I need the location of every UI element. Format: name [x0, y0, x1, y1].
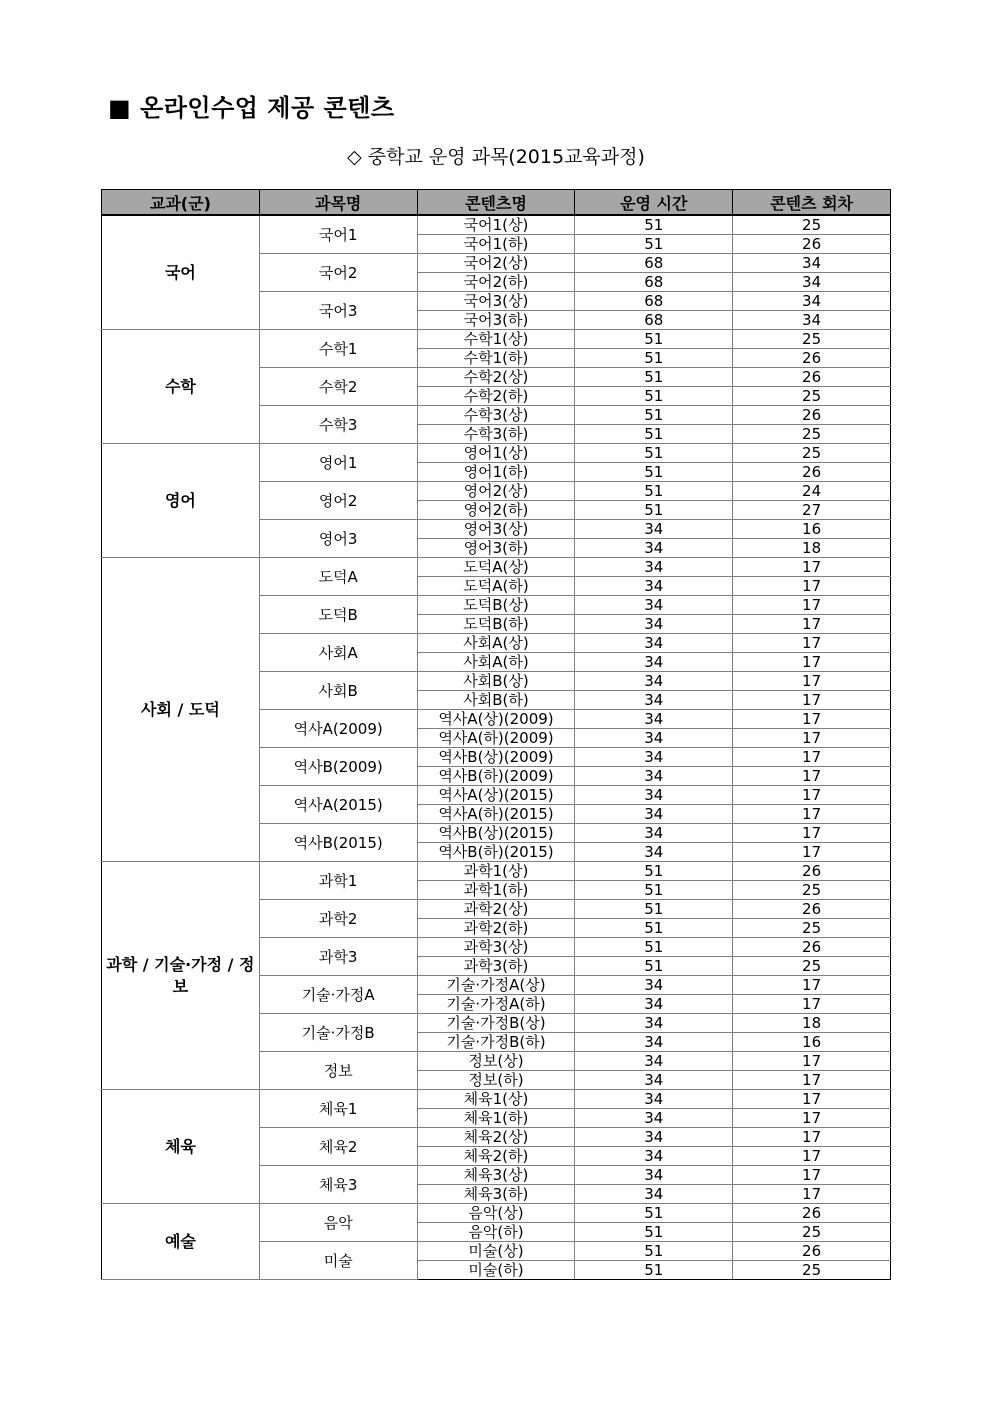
content-name-cell: 역사B(상)(2015)	[417, 824, 575, 843]
sessions-cell: 26	[733, 463, 891, 482]
subject-cell: 국어1	[259, 215, 417, 254]
hours-cell: 51	[575, 463, 733, 482]
header-content-sessions: 콘텐츠 회차	[733, 190, 891, 216]
hours-cell: 34	[575, 748, 733, 767]
sessions-cell: 26	[733, 1242, 891, 1261]
sessions-cell: 26	[733, 900, 891, 919]
subject-cell: 역사A(2015)	[259, 786, 417, 824]
sessions-cell: 25	[733, 957, 891, 976]
hours-cell: 34	[575, 710, 733, 729]
table-row	[102, 330, 891, 349]
sessions-cell: 17	[733, 1109, 891, 1128]
sessions-cell: 17	[733, 615, 891, 634]
subject-cell: 정보	[259, 1052, 417, 1090]
content-name-cell: 기술·가정B(상)	[417, 1014, 575, 1033]
header-content-name: 콘텐츠명	[417, 190, 575, 216]
subject-cell: 영어1	[259, 444, 417, 482]
sessions-cell: 17	[733, 1185, 891, 1204]
hours-cell: 34	[575, 1128, 733, 1147]
sessions-cell: 17	[733, 1071, 891, 1090]
header-row	[102, 190, 891, 216]
table-body	[102, 215, 891, 1280]
hours-cell: 51	[575, 1204, 733, 1223]
hours-cell: 34	[575, 805, 733, 824]
hours-cell: 34	[575, 729, 733, 748]
content-name-cell: 수학2(하)	[417, 387, 575, 406]
sessions-cell: 26	[733, 349, 891, 368]
sessions-cell: 17	[733, 1166, 891, 1185]
sessions-cell: 25	[733, 1223, 891, 1242]
hours-cell: 68	[575, 311, 733, 330]
subject-cell: 음악	[259, 1204, 417, 1242]
subject-cell: 수학3	[259, 406, 417, 444]
content-name-cell: 사회B(하)	[417, 691, 575, 710]
subject-cell: 체육3	[259, 1166, 417, 1204]
content-name-cell: 기술·가정A(상)	[417, 976, 575, 995]
subject-cell: 역사A(2009)	[259, 710, 417, 748]
content-name-cell: 체육2(상)	[417, 1128, 575, 1147]
sessions-cell: 17	[733, 672, 891, 691]
sessions-cell: 34	[733, 292, 891, 311]
content-name-cell: 역사A(하)(2009)	[417, 729, 575, 748]
header-subject-group: 교과(군)	[102, 190, 260, 216]
hours-cell: 68	[575, 273, 733, 292]
subject-cell: 사회A	[259, 634, 417, 672]
sessions-cell: 17	[733, 767, 891, 786]
subject-cell: 도덕A	[259, 558, 417, 596]
subject-cell: 기술·가정A	[259, 976, 417, 1014]
subject-cell: 수학1	[259, 330, 417, 368]
content-name-cell: 영어3(상)	[417, 520, 575, 539]
sessions-cell: 17	[733, 558, 891, 577]
content-name-cell: 수학1(상)	[417, 330, 575, 349]
group-cell: 수학	[102, 330, 260, 444]
hours-cell: 34	[575, 767, 733, 786]
group-cell: 체육	[102, 1090, 260, 1204]
content-name-cell: 영어2(상)	[417, 482, 575, 501]
hours-cell: 34	[575, 786, 733, 805]
content-name-cell: 과학1(상)	[417, 862, 575, 881]
hours-cell: 34	[575, 1090, 733, 1109]
content-name-cell: 정보(하)	[417, 1071, 575, 1090]
content-name-cell: 체육1(상)	[417, 1090, 575, 1109]
subject-cell: 역사B(2015)	[259, 824, 417, 862]
hours-cell: 51	[575, 1242, 733, 1261]
content-name-cell: 미술(하)	[417, 1261, 575, 1280]
content-name-cell: 역사A(하)(2015)	[417, 805, 575, 824]
hours-cell: 51	[575, 406, 733, 425]
subject-cell: 기술·가정B	[259, 1014, 417, 1052]
sessions-cell: 17	[733, 710, 891, 729]
content-name-cell: 사회A(하)	[417, 653, 575, 672]
sessions-cell: 17	[733, 653, 891, 672]
content-name-cell: 역사B(상)(2009)	[417, 748, 575, 767]
hours-cell: 51	[575, 330, 733, 349]
content-name-cell: 영어1(하)	[417, 463, 575, 482]
hours-cell: 34	[575, 1185, 733, 1204]
sessions-cell: 26	[733, 1204, 891, 1223]
content-name-cell: 사회B(상)	[417, 672, 575, 691]
content-name-cell: 체육3(상)	[417, 1166, 575, 1185]
sessions-cell: 16	[733, 1033, 891, 1052]
content-name-cell: 국어1(하)	[417, 235, 575, 254]
sessions-cell: 17	[733, 805, 891, 824]
hours-cell: 68	[575, 254, 733, 273]
content-name-cell: 정보(상)	[417, 1052, 575, 1071]
table-row	[102, 1204, 891, 1223]
content-name-cell: 기술·가정B(하)	[417, 1033, 575, 1052]
sessions-cell: 26	[733, 235, 891, 254]
sessions-cell: 17	[733, 995, 891, 1014]
page-title: ■ 온라인수업 제공 콘텐츠	[108, 94, 395, 122]
header-subject-name: 과목명	[259, 190, 417, 216]
content-name-cell: 역사B(하)(2015)	[417, 843, 575, 862]
hours-cell: 51	[575, 349, 733, 368]
content-name-cell: 체육1(하)	[417, 1109, 575, 1128]
content-name-cell: 도덕B(상)	[417, 596, 575, 615]
table-row	[102, 558, 891, 577]
sessions-cell: 25	[733, 1261, 891, 1280]
sessions-cell: 17	[733, 1147, 891, 1166]
hours-cell: 34	[575, 691, 733, 710]
content-name-cell: 국어2(상)	[417, 254, 575, 273]
content-name-cell: 역사A(상)(2009)	[417, 710, 575, 729]
subject-cell: 체육2	[259, 1128, 417, 1166]
sessions-cell: 26	[733, 406, 891, 425]
sessions-cell: 25	[733, 881, 891, 900]
content-name-cell: 영어2(하)	[417, 501, 575, 520]
sessions-cell: 34	[733, 254, 891, 273]
content-name-cell: 도덕B(하)	[417, 615, 575, 634]
content-name-cell: 국어1(상)	[417, 215, 575, 235]
hours-cell: 34	[575, 976, 733, 995]
content-name-cell: 체육3(하)	[417, 1185, 575, 1204]
sessions-cell: 34	[733, 273, 891, 292]
hours-cell: 51	[575, 425, 733, 444]
hours-cell: 51	[575, 1261, 733, 1280]
sessions-cell: 18	[733, 539, 891, 558]
table-row	[102, 444, 891, 463]
sessions-cell: 17	[733, 691, 891, 710]
hours-cell: 34	[575, 539, 733, 558]
hours-cell: 51	[575, 482, 733, 501]
hours-cell: 34	[575, 577, 733, 596]
hours-cell: 51	[575, 215, 733, 235]
sessions-cell: 18	[733, 1014, 891, 1033]
hours-cell: 51	[575, 1223, 733, 1242]
hours-cell: 51	[575, 862, 733, 881]
hours-cell: 51	[575, 387, 733, 406]
group-cell: 영어	[102, 444, 260, 558]
hours-cell: 51	[575, 501, 733, 520]
content-name-cell: 국어3(상)	[417, 292, 575, 311]
sessions-cell: 17	[733, 976, 891, 995]
content-name-cell: 도덕A(상)	[417, 558, 575, 577]
sessions-cell: 25	[733, 425, 891, 444]
hours-cell: 34	[575, 558, 733, 577]
content-name-cell: 수학1(하)	[417, 349, 575, 368]
subject-cell: 국어2	[259, 254, 417, 292]
sessions-cell: 25	[733, 215, 891, 235]
sessions-cell: 17	[733, 1128, 891, 1147]
subject-cell: 영어2	[259, 482, 417, 520]
hours-cell: 51	[575, 957, 733, 976]
hours-cell: 51	[575, 919, 733, 938]
subject-cell: 과학2	[259, 900, 417, 938]
sessions-cell: 17	[733, 1090, 891, 1109]
sessions-cell: 26	[733, 862, 891, 881]
sessions-cell: 27	[733, 501, 891, 520]
hours-cell: 34	[575, 1033, 733, 1052]
table-row	[102, 862, 891, 881]
sessions-cell: 17	[733, 577, 891, 596]
content-name-cell: 음악(상)	[417, 1204, 575, 1223]
subject-cell: 과학1	[259, 862, 417, 900]
group-cell: 과학 / 기술·가정 / 정보	[102, 862, 260, 1090]
hours-cell: 34	[575, 672, 733, 691]
sessions-cell: 17	[733, 843, 891, 862]
hours-cell: 34	[575, 1014, 733, 1033]
group-cell: 사회 / 도덕	[102, 558, 260, 862]
content-name-cell: 과학2(상)	[417, 900, 575, 919]
hours-cell: 34	[575, 843, 733, 862]
hours-cell: 34	[575, 596, 733, 615]
hours-cell: 51	[575, 368, 733, 387]
content-name-cell: 과학2(하)	[417, 919, 575, 938]
hours-cell: 34	[575, 520, 733, 539]
content-name-cell: 음악(하)	[417, 1223, 575, 1242]
hours-cell: 34	[575, 615, 733, 634]
content-name-cell: 수학3(하)	[417, 425, 575, 444]
sessions-cell: 17	[733, 634, 891, 653]
content-name-cell: 기술·가정A(하)	[417, 995, 575, 1014]
contents-table	[101, 189, 891, 1280]
subject-cell: 미술	[259, 1242, 417, 1280]
sessions-cell: 25	[733, 330, 891, 349]
hours-cell: 51	[575, 444, 733, 463]
subject-cell: 사회B	[259, 672, 417, 710]
sessions-cell: 26	[733, 368, 891, 387]
sessions-cell: 24	[733, 482, 891, 501]
content-name-cell: 과학3(하)	[417, 957, 575, 976]
hours-cell: 34	[575, 1071, 733, 1090]
content-name-cell: 수학2(상)	[417, 368, 575, 387]
subject-cell: 국어3	[259, 292, 417, 330]
content-name-cell: 체육2(하)	[417, 1147, 575, 1166]
content-name-cell: 도덕A(하)	[417, 577, 575, 596]
group-cell: 예술	[102, 1204, 260, 1280]
content-name-cell: 영어3(하)	[417, 539, 575, 558]
hours-cell: 34	[575, 634, 733, 653]
sessions-cell: 17	[733, 1052, 891, 1071]
content-name-cell: 국어3(하)	[417, 311, 575, 330]
content-name-cell: 역사A(상)(2015)	[417, 786, 575, 805]
subject-cell: 체육1	[259, 1090, 417, 1128]
sessions-cell: 17	[733, 729, 891, 748]
content-name-cell: 수학3(상)	[417, 406, 575, 425]
table-row	[102, 215, 891, 235]
sessions-cell: 25	[733, 919, 891, 938]
hours-cell: 51	[575, 881, 733, 900]
hours-cell: 34	[575, 824, 733, 843]
sessions-cell: 17	[733, 748, 891, 767]
subject-cell: 도덕B	[259, 596, 417, 634]
sessions-cell: 26	[733, 938, 891, 957]
sessions-cell: 25	[733, 387, 891, 406]
content-name-cell: 영어1(상)	[417, 444, 575, 463]
subject-cell: 과학3	[259, 938, 417, 976]
hours-cell: 51	[575, 900, 733, 919]
table-row	[102, 1090, 891, 1109]
sessions-cell: 17	[733, 786, 891, 805]
hours-cell: 34	[575, 1147, 733, 1166]
header-operating-hours: 운영 시간	[575, 190, 733, 216]
sessions-cell: 34	[733, 311, 891, 330]
subject-cell: 역사B(2009)	[259, 748, 417, 786]
hours-cell: 51	[575, 938, 733, 957]
subject-cell: 수학2	[259, 368, 417, 406]
sessions-cell: 16	[733, 520, 891, 539]
sessions-cell: 17	[733, 824, 891, 843]
table-subtitle: ◇ 중학교 운영 과목(2015교육과정)	[347, 146, 645, 168]
hours-cell: 34	[575, 1052, 733, 1071]
hours-cell: 51	[575, 235, 733, 254]
content-name-cell: 미술(상)	[417, 1242, 575, 1261]
hours-cell: 68	[575, 292, 733, 311]
sessions-cell: 17	[733, 596, 891, 615]
content-name-cell: 국어2(하)	[417, 273, 575, 292]
hours-cell: 34	[575, 1166, 733, 1185]
content-name-cell: 과학1(하)	[417, 881, 575, 900]
hours-cell: 34	[575, 1109, 733, 1128]
hours-cell: 34	[575, 653, 733, 672]
content-name-cell: 과학3(상)	[417, 938, 575, 957]
sessions-cell: 25	[733, 444, 891, 463]
subject-cell: 영어3	[259, 520, 417, 558]
hours-cell: 34	[575, 995, 733, 1014]
content-name-cell: 사회A(상)	[417, 634, 575, 653]
content-name-cell: 역사B(하)(2009)	[417, 767, 575, 786]
group-cell: 국어	[102, 215, 260, 330]
